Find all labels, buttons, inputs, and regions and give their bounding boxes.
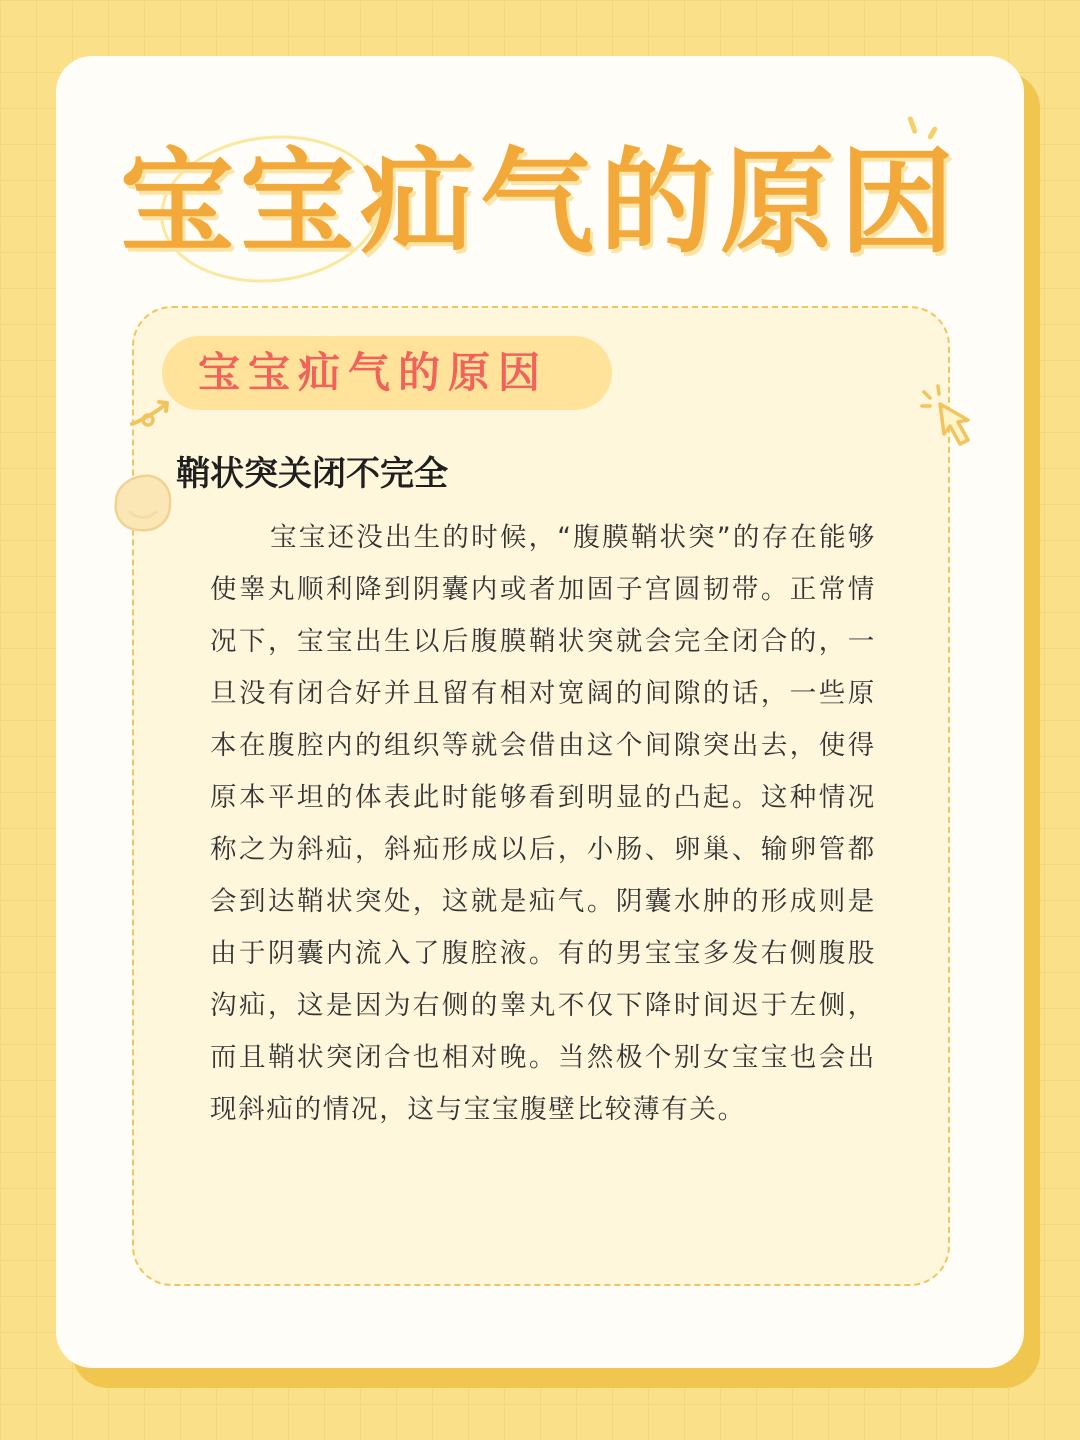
sparkle-arrow-icon [126,394,176,434]
section-heading: 鞘状突关闭不完全 [176,454,448,494]
body-paragraph: 宝宝还没出生的时候，“腹膜鞘状突”的存在能够使睾丸顺利降到阴囊内或者加固子宫圆韧带。正常情况下，宝宝出生以后腹膜鞘状突就会完全闭合的，一旦没有闭合好并且留有相对宽阔的间隙的话，一些原本在腹腔内的组织等就会借由这个间隙突出去，使得原本平坦的体表此时能够看到明显的凸起。这种情况称之为斜疝，斜疝形成以后，小肠、卵巢、输卵管都会到达鞘状突处，这就是疝气。阴囊水肿的形成则是由于阴囊内流入了腹腔液。有的男宝宝多发右侧腹股沟疝，这是因为右侧的睾丸不仅下降时间迟于左侧，而且鞘状突闭合也相对晚。当然极个别女宝宝也会出现斜疝的情况，这与宝宝腹壁比较薄有关。 [210,522,876,1125]
section-badge-label: 宝宝疝气的原因 [198,348,549,397]
page-title: 宝宝疝气的原因 [119,136,960,269]
cookie-icon [110,472,176,536]
cursor-hand-icon [920,384,982,454]
